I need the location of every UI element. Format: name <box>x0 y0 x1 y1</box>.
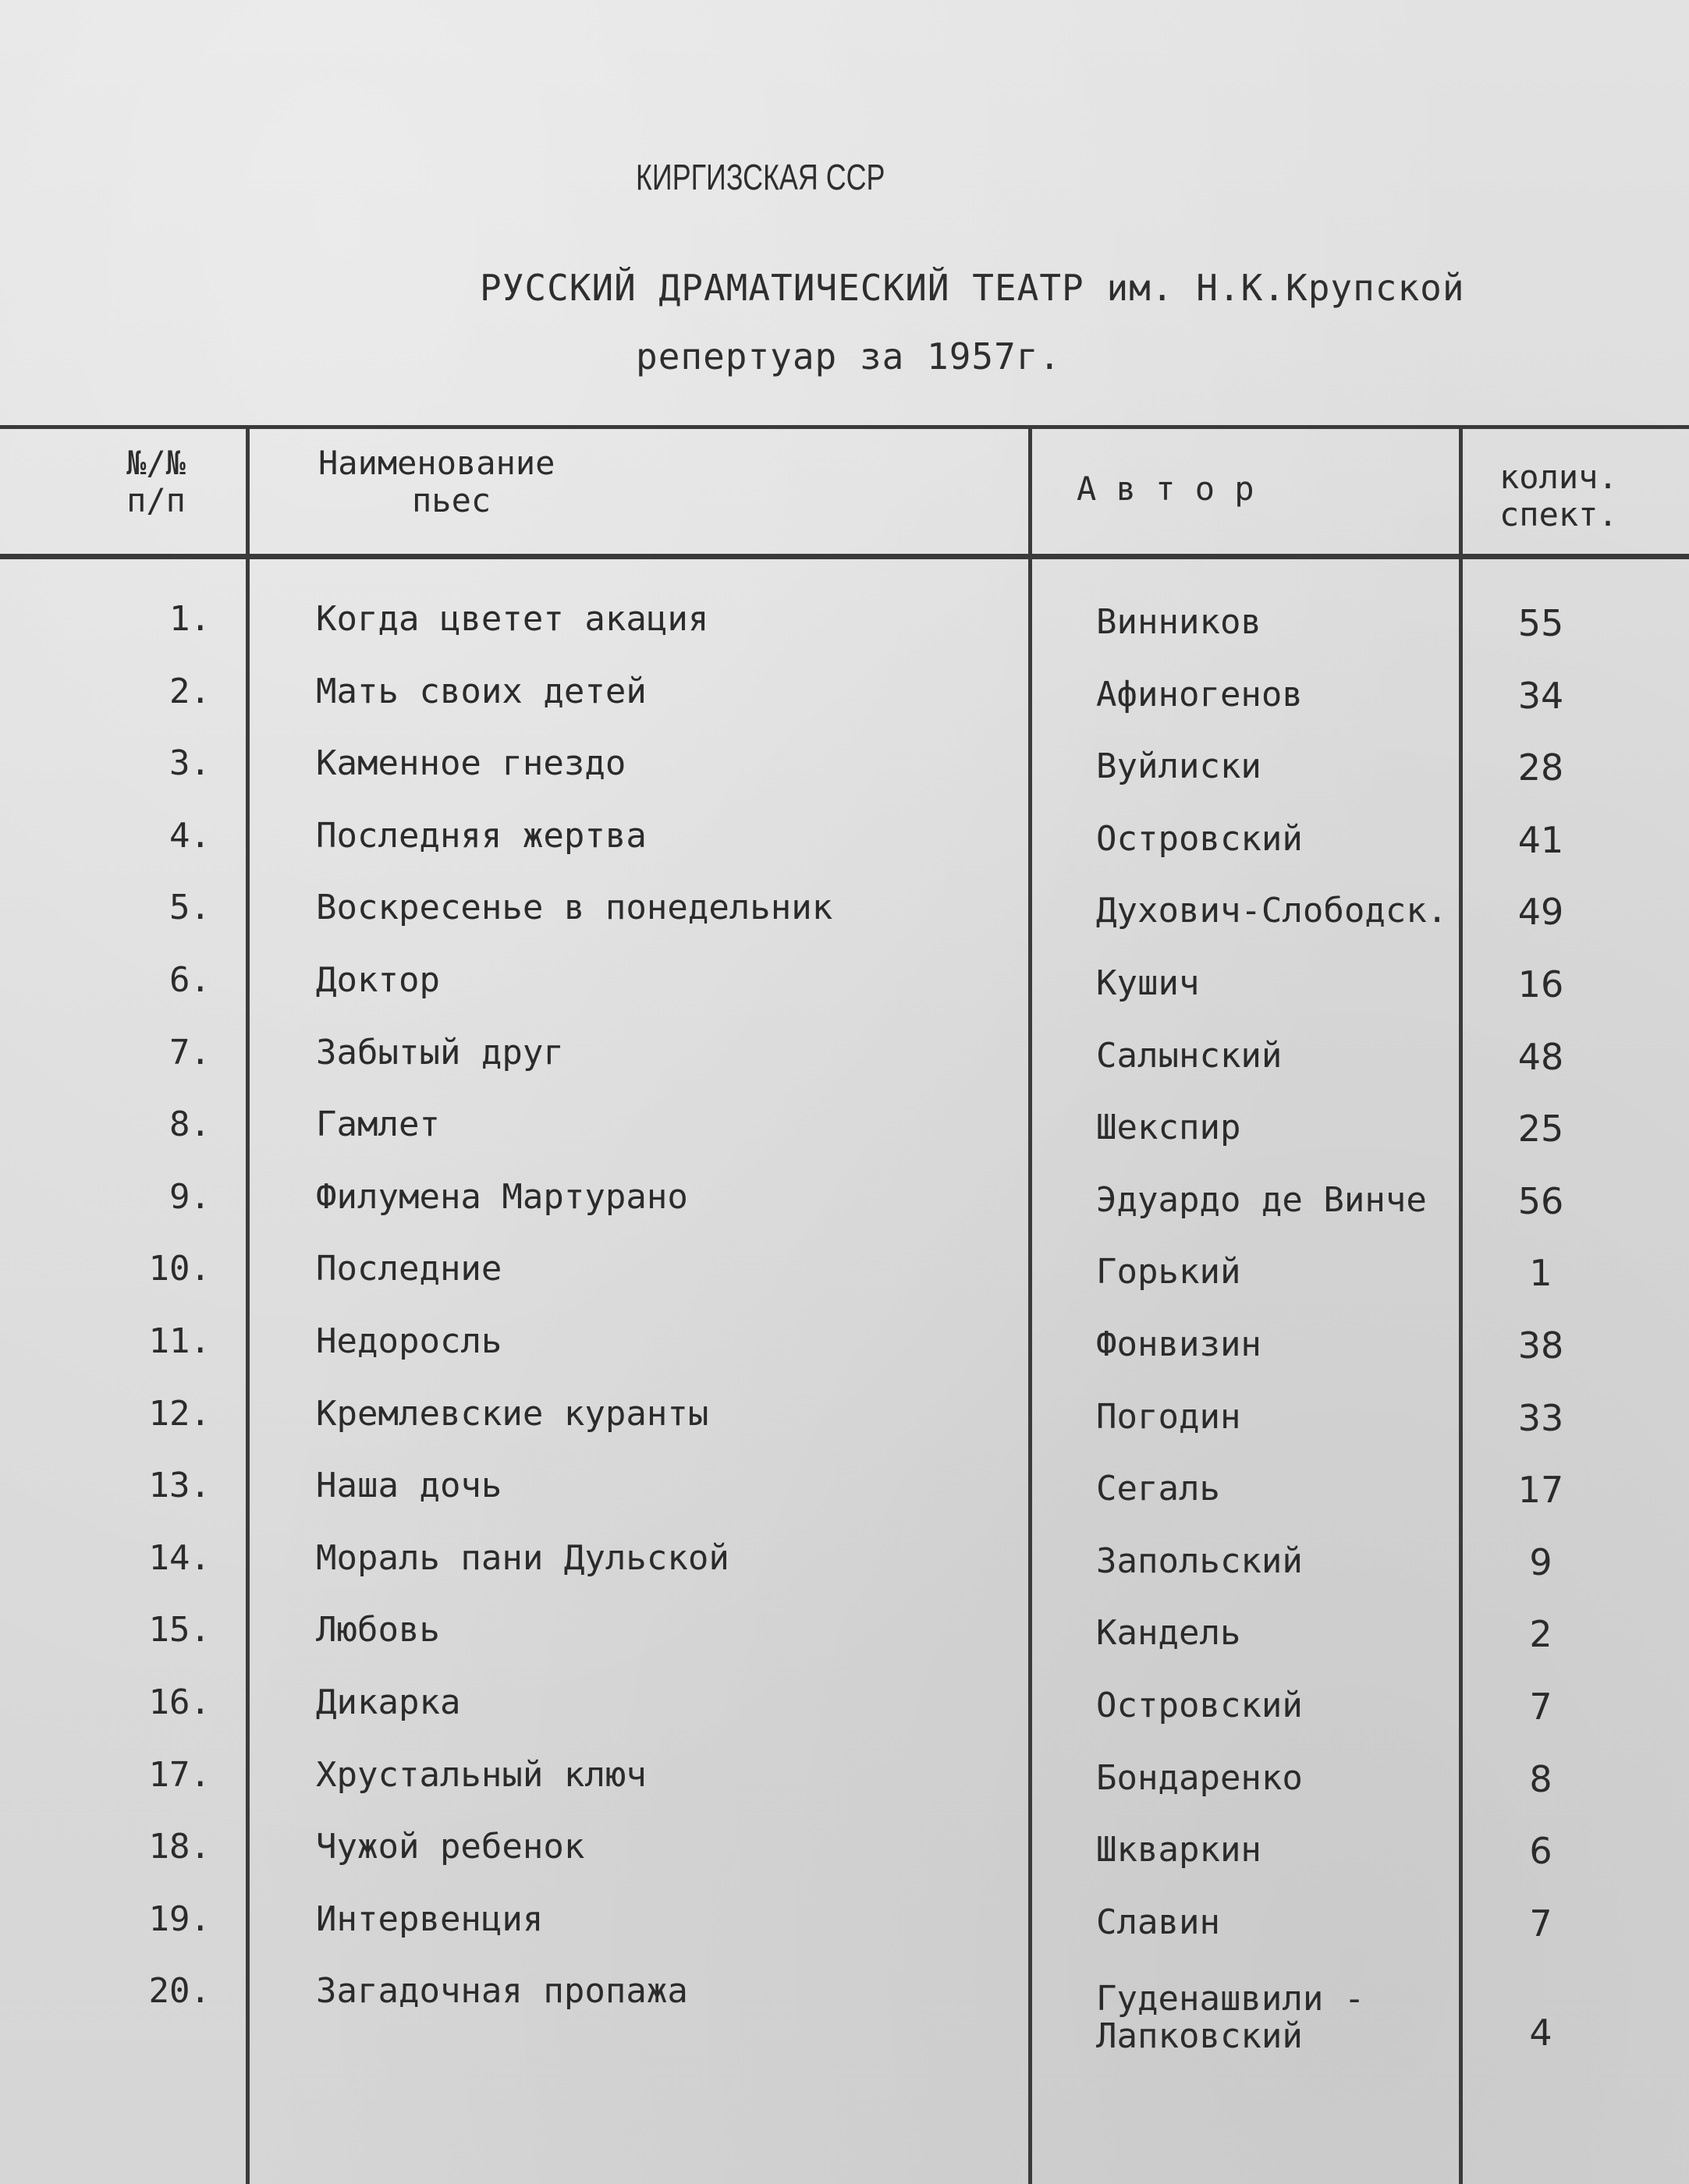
performance-count: 6 <box>1529 1830 1552 1872</box>
play-author: Шекспир <box>1096 1108 1241 1147</box>
row-number: 8. <box>169 1104 211 1144</box>
performance-count: 48 <box>1517 1036 1564 1078</box>
republic-heading: КИРГИЗСКАЯ ССР <box>636 157 885 197</box>
row-number: 9. <box>169 1177 211 1217</box>
play-author: Островский <box>1096 1686 1303 1725</box>
play-author: Погодин <box>1096 1397 1241 1437</box>
play-title: Недоросль <box>316 1321 502 1361</box>
repertoire-heading: репертуар за 1957г. <box>636 335 1062 378</box>
play-title: Интервенция <box>316 1899 544 1939</box>
play-author: Салынский <box>1096 1036 1283 1076</box>
play-author: Эдуардо де Винче <box>1096 1180 1427 1220</box>
play-title: Кремлевские куранты <box>316 1394 709 1434</box>
play-author-line2: Лапковский <box>1096 2016 1303 2056</box>
theatre-heading: РУССКИЙ ДРАМАТИЧЕСКИЙ ТЕАТР им. Н.К.Крупской <box>480 267 1465 309</box>
play-title: Последние <box>316 1249 502 1289</box>
column-header-number-line1: №/№ <box>126 444 186 482</box>
play-title: Последняя жертва <box>316 816 647 856</box>
play-author: Бондаренко <box>1096 1758 1303 1798</box>
performance-count: 56 <box>1517 1180 1564 1222</box>
performance-count: 41 <box>1517 819 1564 861</box>
performance-count: 28 <box>1517 746 1564 789</box>
column-header-number <box>117 445 195 519</box>
row-number: 12. <box>148 1394 211 1434</box>
row-number: 11. <box>148 1321 211 1361</box>
play-title: Любовь <box>316 1610 440 1650</box>
row-number: 10. <box>148 1249 211 1289</box>
play-author: Фонвизин <box>1096 1324 1261 1364</box>
performance-count: 8 <box>1529 1758 1552 1800</box>
play-title: Мать своих детей <box>316 672 647 711</box>
performance-count: 1 <box>1529 1252 1552 1294</box>
row-number: 14. <box>148 1538 211 1578</box>
play-author: Афиногенов <box>1096 675 1303 714</box>
performance-count: 4 <box>1529 2012 1552 2054</box>
table-header-rule <box>0 554 1689 559</box>
performance-count: 2 <box>1529 1613 1552 1655</box>
play-author: Островский <box>1096 819 1303 859</box>
performance-count: 49 <box>1517 891 1564 933</box>
play-author: Кушич <box>1096 963 1200 1003</box>
play-author: Винников <box>1096 602 1261 642</box>
row-number: 19. <box>148 1899 211 1939</box>
play-title: Когда цветет акация <box>316 599 709 639</box>
column-header-title <box>318 445 555 519</box>
column-header-number-line2: п/п <box>126 481 186 519</box>
column-divider-1 <box>246 427 250 2184</box>
performance-count: 7 <box>1529 1902 1552 1945</box>
performance-count: 33 <box>1517 1397 1564 1439</box>
row-number: 5. <box>169 888 211 927</box>
play-author: Кандель <box>1096 1613 1241 1653</box>
play-title: Хрустальный ключ <box>316 1755 647 1795</box>
performance-count: 9 <box>1529 1541 1552 1583</box>
play-title: Гамлет <box>316 1104 440 1144</box>
column-header-count-line1: колич. <box>1499 458 1618 496</box>
row-number: 3. <box>169 743 211 783</box>
play-title: Дикарка <box>316 1682 461 1722</box>
performance-count: 34 <box>1517 675 1564 717</box>
play-title: Забытый друг <box>316 1033 564 1072</box>
row-number: 20. <box>148 1971 211 2011</box>
performance-count: 7 <box>1529 1686 1552 1728</box>
play-title: Чужой ребенок <box>316 1827 585 1867</box>
row-number: 13. <box>148 1466 211 1505</box>
play-author: Запольский <box>1096 1541 1303 1581</box>
row-number: 15. <box>148 1610 211 1650</box>
row-number: 4. <box>169 816 211 856</box>
table-top-rule <box>0 425 1689 429</box>
play-title: Филумена Мартурано <box>316 1177 688 1217</box>
play-title: Доктор <box>316 960 440 1000</box>
play-author: Духович-Слободск. <box>1096 891 1448 931</box>
row-number: 17. <box>148 1755 211 1795</box>
column-header-count <box>1499 459 1618 534</box>
column-header-author: А в т о р <box>1077 470 1254 508</box>
performance-count: 38 <box>1517 1324 1564 1367</box>
play-author: Вуйлиски <box>1096 746 1261 786</box>
performance-count: 17 <box>1517 1469 1564 1511</box>
row-number: 1. <box>169 599 211 639</box>
performance-count: 25 <box>1517 1108 1564 1150</box>
performance-count: 55 <box>1517 602 1564 644</box>
play-author: Гуденашвили - <box>1096 1979 1365 2019</box>
performance-count: 16 <box>1517 963 1564 1005</box>
row-number: 18. <box>148 1827 211 1867</box>
column-header-count-line2: спект. <box>1499 495 1618 534</box>
play-author: Горький <box>1096 1252 1241 1292</box>
row-number: 6. <box>169 960 211 1000</box>
play-author: Славин <box>1096 1902 1220 1942</box>
play-title: Каменное гнездо <box>316 743 626 783</box>
play-title: Мораль пани Дульской <box>316 1538 729 1578</box>
play-title: Загадочная пропажа <box>316 1971 688 2011</box>
column-header-title-line2: пьес <box>412 481 491 519</box>
play-title: Наша дочь <box>316 1466 502 1505</box>
row-number: 16. <box>148 1682 211 1722</box>
play-author: Шкваркин <box>1096 1830 1261 1870</box>
play-author: Сегаль <box>1096 1469 1220 1509</box>
play-title: Воскресенье в понедельник <box>316 888 833 927</box>
row-number: 2. <box>169 672 211 711</box>
row-number: 7. <box>169 1033 211 1072</box>
column-divider-2 <box>1028 427 1032 2184</box>
column-header-title-line1: Наименование <box>318 444 555 482</box>
column-divider-3 <box>1459 427 1463 2184</box>
